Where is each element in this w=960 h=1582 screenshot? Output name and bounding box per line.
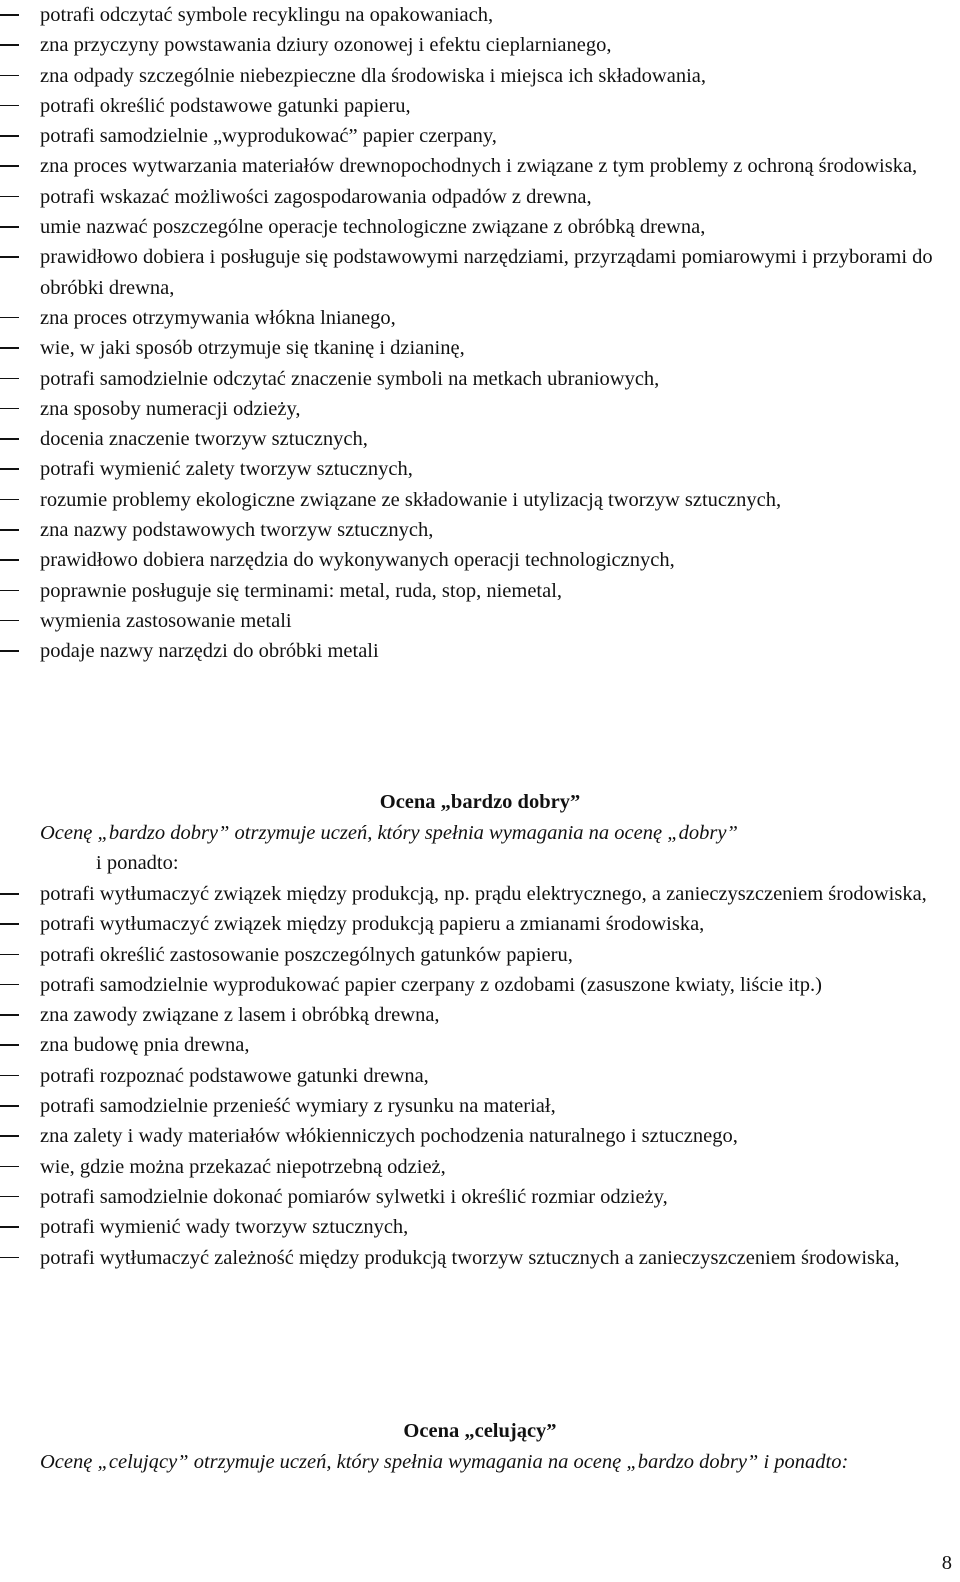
dash-bullet-icon bbox=[0, 954, 19, 956]
list-item bbox=[0, 515, 942, 545]
dash-bullet-icon bbox=[0, 317, 19, 319]
dash-bullet-icon bbox=[0, 1166, 19, 1168]
dash-bullet-icon bbox=[0, 75, 19, 77]
dash-bullet-icon bbox=[0, 135, 19, 137]
list-item-text: potrafi samodzielnie przenieść wymiary z rysunku na materiał, bbox=[40, 1095, 556, 1118]
dash-bullet-icon bbox=[0, 438, 19, 440]
list-item-text: docenia znaczenie tworzyw sztucznych, bbox=[40, 428, 368, 451]
dash-bullet-icon bbox=[0, 468, 19, 470]
dash-bullet-icon bbox=[0, 893, 19, 895]
list-item bbox=[0, 879, 942, 909]
list-item-text: zna przyczyny powstawania dziury ozonowej i efektu cieplarnianego, bbox=[40, 34, 612, 57]
list-item bbox=[0, 424, 942, 454]
list-item-text: potrafi wytłumaczyć zależność między produkcją tworzyw sztucznych a zanieczyszczeniem środowiska, bbox=[40, 1246, 900, 1269]
list-item-text: wie, gdzie można przekazać niepotrzebną odzież, bbox=[40, 1155, 446, 1178]
list-item bbox=[0, 1243, 942, 1273]
requirements-list-good bbox=[0, 0, 960, 667]
list-item-text: potrafi wytłumaczyć związek między produkcją, np. prądu elektrycznego, a zanieczyszczeniem środowiska, bbox=[40, 883, 927, 905]
section-intro-excellent: Ocenę „celujący” otrzymuje uczeń, który spełnia wymagania na ocenę „bardzo dobry” i ponadto: bbox=[40, 1451, 849, 1473]
list-item-text: potrafi samodzielnie „wyprodukować” papier czerpany, bbox=[40, 125, 497, 148]
list-item-text: potrafi określić podstawowe gatunki papieru, bbox=[40, 94, 411, 117]
list-item bbox=[0, 909, 942, 939]
dash-bullet-icon bbox=[0, 923, 19, 925]
list-item bbox=[0, 0, 942, 30]
list-item-text: potrafi samodzielnie wyprodukować papier czerpany z ozdobami (zasuszone kwiaty, liście itp.) bbox=[40, 973, 822, 996]
dash-bullet-icon bbox=[0, 590, 19, 592]
dash-bullet-icon bbox=[0, 1014, 19, 1016]
list-item-text: prawidłowo dobiera i posługuje się podstawowymi narzędziami, przyrządami pomiarowymi i przyborami do obróbki drewna, bbox=[40, 246, 933, 299]
list-item-text: potrafi wymienić zalety tworzyw sztucznych, bbox=[40, 458, 413, 481]
list-item bbox=[0, 1030, 942, 1060]
list-item bbox=[0, 970, 942, 1000]
list-item bbox=[0, 121, 942, 151]
list-item bbox=[0, 1182, 942, 1212]
list-item-text: wie, w jaki sposób otrzymuje się tkaninę i dzianinę, bbox=[40, 337, 465, 360]
dash-bullet-icon bbox=[0, 1075, 19, 1077]
dash-bullet-icon bbox=[0, 165, 19, 167]
dash-bullet-icon bbox=[0, 1044, 19, 1046]
dash-bullet-icon bbox=[0, 984, 19, 986]
list-item bbox=[0, 1152, 942, 1182]
list-item bbox=[0, 333, 942, 363]
list-item-text: potrafi wymienić wady tworzyw sztucznych, bbox=[40, 1216, 409, 1239]
list-item bbox=[0, 940, 942, 970]
dash-bullet-icon bbox=[0, 1226, 19, 1228]
list-item-text: potrafi samodzielnie odczytać znaczenie symboli na metkach ubraniowych, bbox=[40, 367, 660, 390]
list-item bbox=[0, 182, 942, 212]
intro-italic-text: Ocenę „bardzo dobry” otrzymuje uczeń, który spełnia wymagania na ocenę „dobry” bbox=[40, 822, 738, 844]
list-item-text: prawidłowo dobiera narzędzia do wykonywanych operacji technologicznych, bbox=[40, 549, 675, 572]
list-item-text: zna odpady szczególnie niebezpieczne dla środowiska i miejsca ich składowania, bbox=[40, 64, 706, 87]
list-item bbox=[0, 303, 942, 333]
list-item bbox=[0, 30, 942, 60]
dash-bullet-icon bbox=[0, 105, 19, 107]
intro-rest-text: i ponadto: bbox=[96, 852, 179, 875]
list-item bbox=[0, 394, 942, 424]
list-item-text: zna proces otrzymywania włókna lnianego, bbox=[40, 306, 396, 329]
list-item-text: zna proces wytwarzania materiałów drewnopochodnych i związane z tym problemy z ochroną środowiska, bbox=[40, 155, 918, 178]
dash-bullet-icon bbox=[0, 1257, 19, 1259]
list-item bbox=[0, 636, 942, 666]
list-item bbox=[0, 61, 942, 91]
list-item bbox=[0, 485, 942, 515]
dash-bullet-icon bbox=[0, 1105, 19, 1107]
list-item bbox=[0, 1000, 942, 1030]
dash-bullet-icon bbox=[0, 347, 19, 349]
list-item bbox=[0, 545, 942, 575]
list-item bbox=[0, 454, 942, 484]
list-item bbox=[0, 576, 942, 606]
section-heading-very-good: Ocena „bardzo dobry” bbox=[379, 791, 581, 813]
page-number: 8 bbox=[941, 1552, 952, 1574]
dash-bullet-icon bbox=[0, 378, 19, 380]
list-item-text: podaje nazwy narzędzi do obróbki metali bbox=[40, 640, 379, 663]
list-item-text: potrafi rozpoznać podstawowe gatunki drewna, bbox=[40, 1064, 429, 1087]
dash-bullet-icon bbox=[0, 196, 19, 198]
list-item-text: rozumie problemy ekologiczne związane ze składowanie i utylizacją tworzyw sztucznych, bbox=[40, 488, 782, 511]
list-item-text: potrafi określić zastosowanie poszczególnych gatunków papieru, bbox=[40, 943, 573, 966]
list-item-text: poprawnie posługuje się terminami: metal, ruda, stop, niemetal, bbox=[40, 579, 563, 602]
list-item bbox=[0, 364, 942, 394]
list-item-text: zna budowę pnia drewna, bbox=[40, 1034, 250, 1057]
list-item-text: potrafi samodzielnie dokonać pomiarów sylwetki i określić rozmiar odzieży, bbox=[40, 1185, 668, 1208]
list-item-text: umie nazwać poszczególne operacje technologiczne związane z obróbką drewna, bbox=[40, 216, 706, 239]
dash-bullet-icon bbox=[0, 408, 19, 410]
dash-bullet-icon bbox=[0, 1196, 19, 1198]
dash-bullet-icon bbox=[0, 650, 19, 652]
list-item-text: zna zawody związane z lasem i obróbką drewna, bbox=[40, 1004, 440, 1027]
dash-bullet-icon bbox=[0, 559, 19, 561]
dash-bullet-icon bbox=[0, 226, 19, 228]
dash-bullet-icon bbox=[0, 256, 19, 258]
list-item bbox=[0, 91, 942, 121]
dash-bullet-icon bbox=[0, 1135, 19, 1137]
list-item bbox=[0, 1121, 942, 1151]
list-item-text: potrafi odczytać symbole recyklingu na opakowaniach, bbox=[40, 4, 494, 26]
list-item-text: wymienia zastosowanie metali bbox=[40, 609, 292, 632]
requirements-list-very-good bbox=[0, 879, 960, 1273]
list-item bbox=[0, 1061, 942, 1091]
list-item bbox=[0, 242, 942, 303]
dash-bullet-icon bbox=[0, 44, 19, 46]
dash-bullet-icon bbox=[0, 499, 19, 501]
list-item bbox=[0, 606, 942, 636]
list-item bbox=[0, 212, 942, 242]
dash-bullet-icon bbox=[0, 529, 19, 531]
section-intro-very-good bbox=[40, 818, 945, 879]
dash-bullet-icon bbox=[0, 14, 19, 16]
list-item bbox=[0, 1212, 942, 1242]
list-item bbox=[0, 151, 942, 181]
section-heading-excellent: Ocena „celujący” bbox=[403, 1420, 557, 1442]
dash-bullet-icon bbox=[0, 620, 19, 622]
list-item bbox=[0, 1091, 942, 1121]
list-item-text: zna sposoby numeracji odzieży, bbox=[40, 397, 301, 420]
list-item-text: zna zalety i wady materiałów włókienniczych pochodzenia naturalnego i sztucznego, bbox=[40, 1125, 738, 1148]
list-item-text: potrafi wskazać możliwości zagospodarowania odpadów z drewna, bbox=[40, 185, 592, 208]
list-item-text: potrafi wytłumaczyć związek między produkcją papieru a zmianami środowiska, bbox=[40, 913, 705, 936]
list-item-text: zna nazwy podstawowych tworzyw sztucznych, bbox=[40, 519, 434, 542]
